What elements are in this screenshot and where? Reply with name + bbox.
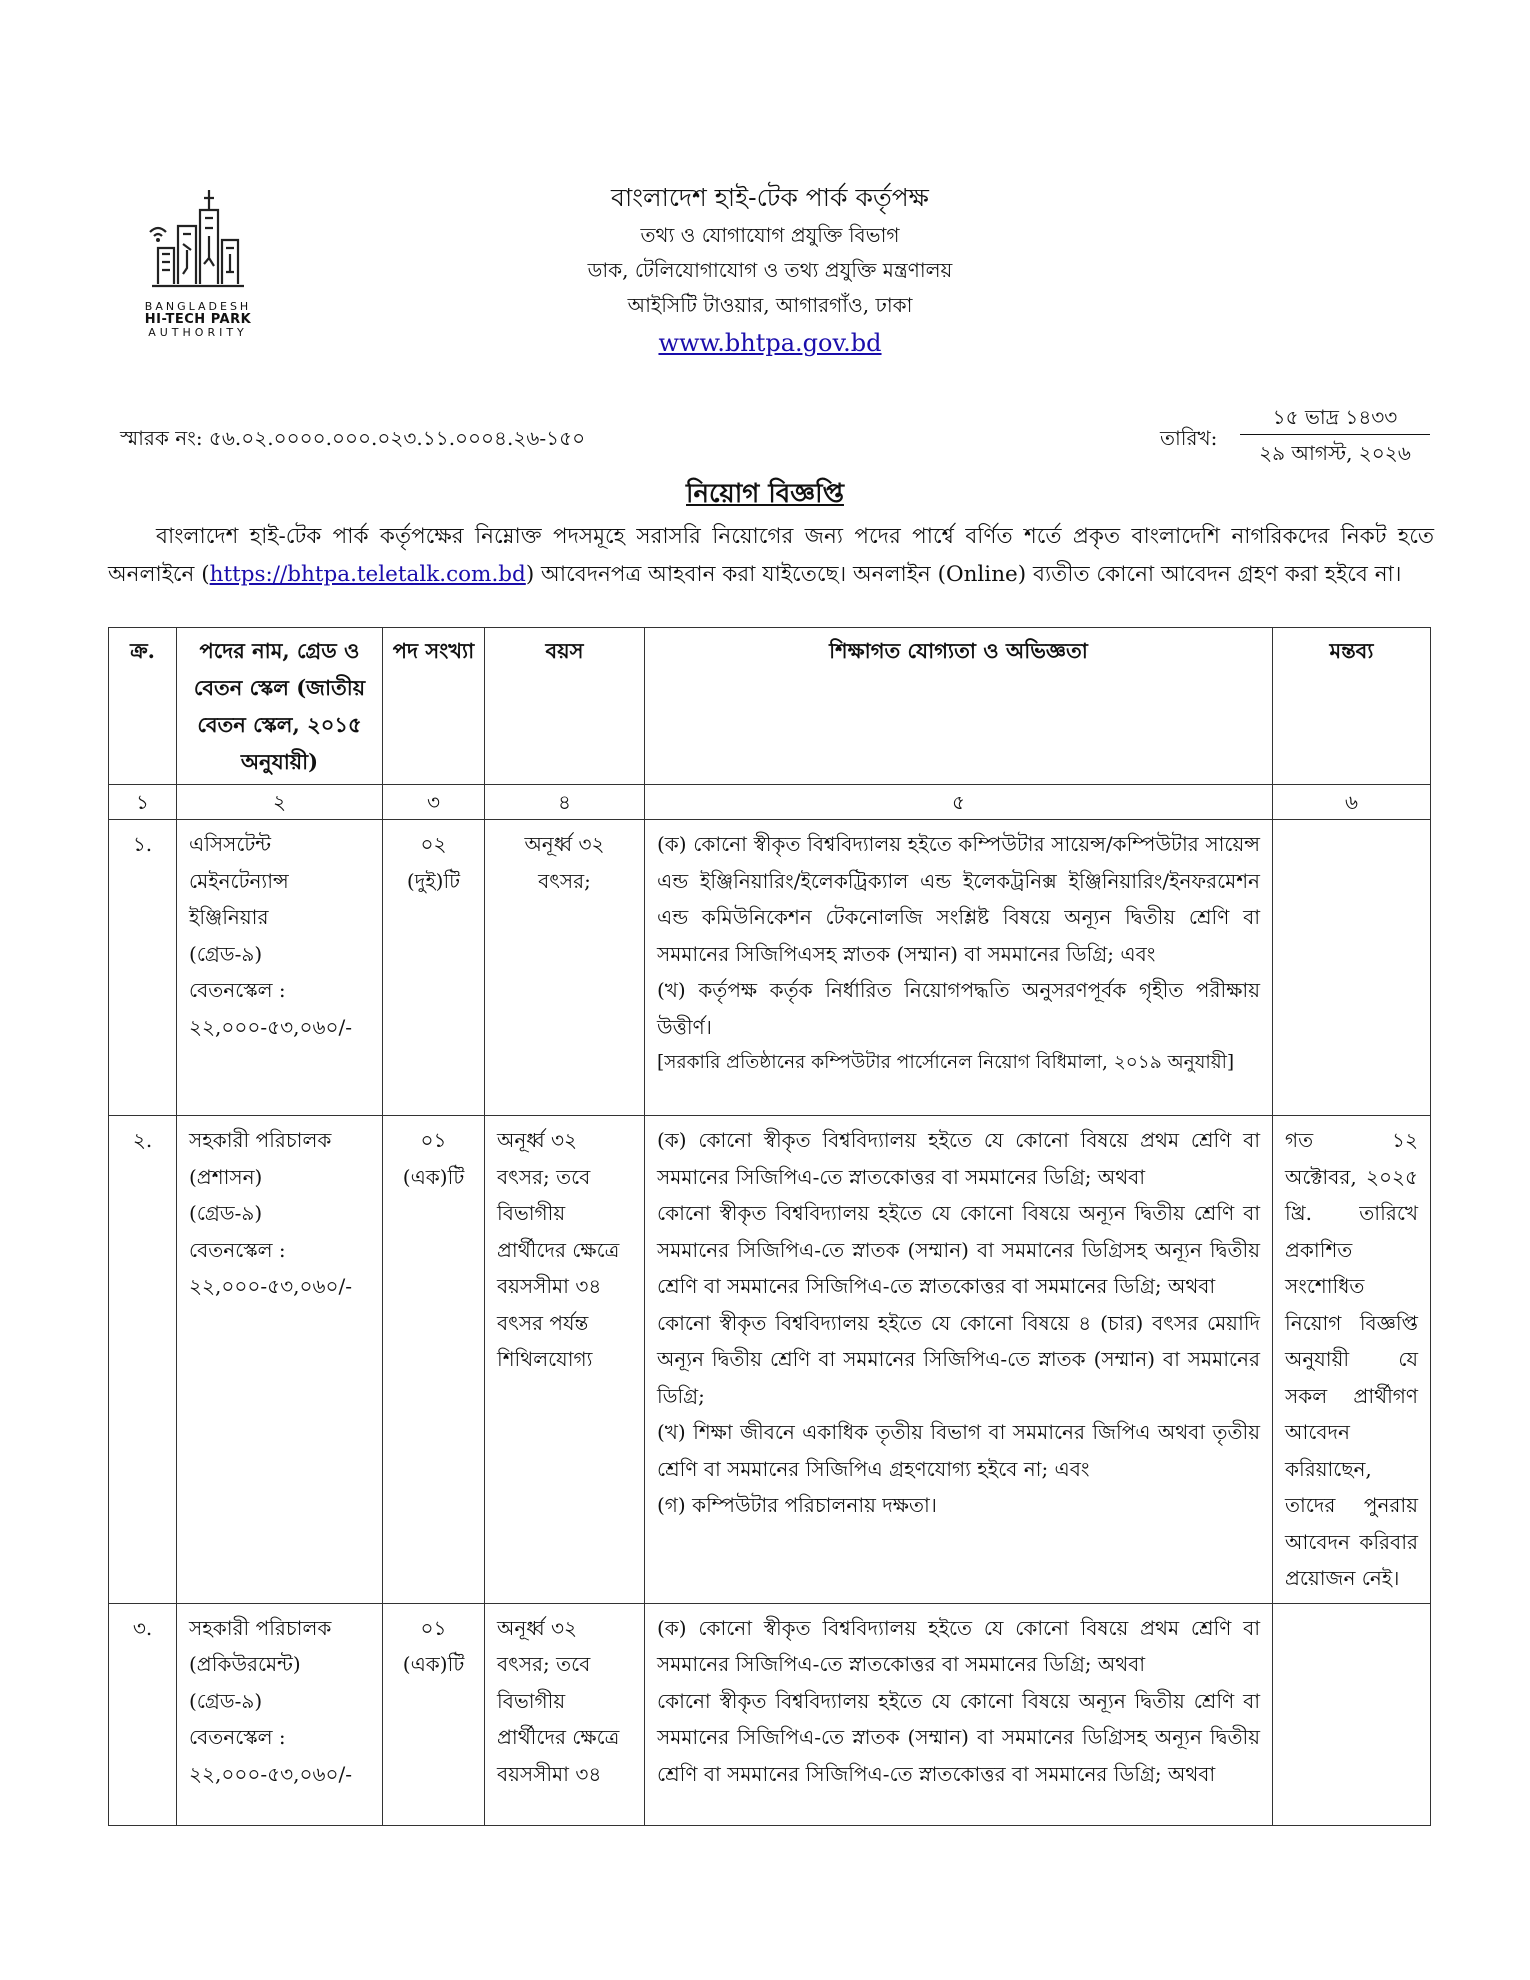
posts-table <box>108 627 1431 1826</box>
post-count: ০১ <box>420 1128 447 1152</box>
education-clause: (খ) কর্তৃপক্ষ কর্তৃক নির্ধারিত নিয়োগপদ্ধতি অনুসরণপূর্বক গৃহীত পরীক্ষায় উত্তীর্ণ। <box>657 978 1260 1039</box>
col-number: ৪ <box>485 785 645 820</box>
post-cell <box>177 820 383 1116</box>
header-count: পদ সংখ্যা <box>383 628 485 785</box>
education-clause: (গ) কম্পিউটার পরিচালনায় দক্ষতা। <box>657 1493 937 1517</box>
education-clause: (খ) শিক্ষা জীবনে একাধিক তৃতীয় বিভাগ বা সমমানের জিপিএ অথবা তৃতীয় শ্রেণি বা সমমানের সিজিপিএ গ্রহণযোগ্য হইবে না; এবং <box>657 1420 1260 1481</box>
header-sl: ক্র. <box>109 628 177 785</box>
education-reference: [সরকারি প্রতিষ্ঠানের কম্পিউটার পার্সোনেল নিয়োগ বিধিমালা, ২০১৯ অনুযায়ী] <box>657 1052 1235 1073</box>
header-age: বয়স <box>485 628 645 785</box>
post-grade: (গ্রেড-৯) <box>189 1201 263 1225</box>
pay-scale: ২২,০০০-৫৩,০৬০/- <box>189 1761 352 1786</box>
post-count-words: (দুই)টি <box>406 868 461 893</box>
column-number-row <box>109 785 1431 820</box>
post-count: ০১ <box>420 1615 447 1640</box>
office-address: আইসিটি টাওয়ার, আগারগাঁও, ঢাকা <box>627 293 913 317</box>
pay-scale: ২২,০০০-৫৩,০৬০/- <box>189 1274 352 1298</box>
division-name: তথ্য ও যোগাযোগ প্রযুক্তি বিভাগ <box>640 223 900 247</box>
header-post: পদের নাম, গ্রেড ও বেতন স্কেল (জাতীয় বেতন স্কেল, ২০১৫ অনুযায়ী) <box>177 628 383 785</box>
bhtpa-logo <box>118 188 278 338</box>
application-link[interactable]: https://bhtpa.teletalk.com.bd <box>209 562 526 587</box>
pay-scale: ২২,০০০-৫৩,০৬০/- <box>189 1014 352 1039</box>
date-block <box>1240 400 1430 471</box>
education-cell <box>645 1603 1273 1825</box>
table-row <box>109 1603 1431 1825</box>
col-number: ৩ <box>383 785 485 820</box>
age-limit: অনূর্ধ্ব ৩২ বৎসর; তবে বিভাগীয় প্রার্থীদের ক্ষেত্রে বয়সসীমা ৩৪ বৎসর পর্যন্ত শিথিলযোগ্য <box>485 1116 645 1604</box>
post-name: সহকারী পরিচালক (প্রকিউরমেন্ট) <box>189 1615 332 1676</box>
header-remark: মন্তব্য <box>1273 628 1431 785</box>
ministry-name: ডাক, টেলিযোগাযোগ ও তথ্য প্রযুক্তি মন্ত্রণালয় <box>587 258 953 282</box>
table-row <box>109 820 1431 1116</box>
education-clause: (ক) কোনো স্বীকৃত বিশ্ববিদ্যালয় হইতে কম্পিউটার সায়েন্স/কম্পিউটার সায়েন্স এন্ড ইঞ্জিনিয়ারিং/ইলেকট্রিক্যাল এন্ড ইলেকট্রনিক্স ইঞ্জিনিয়ারিং/ইনফরমেশন এন্ড কমিউনিকেশন টেকনোলজি সংশ্লিষ্ট বিষয়ে অন্যূন দ্বিতীয় শ্রেণি বা সমমানের সিজিপিএসহ স্নাতক (সম্মান) বা সমমানের ডিগ্রি; এবং <box>657 832 1260 966</box>
post-count-cell <box>383 1116 485 1604</box>
date-gregorian: ২৯ আগস্ট, ২০২৬ <box>1259 441 1411 465</box>
education-cell <box>645 820 1273 1116</box>
table-row <box>109 1116 1431 1604</box>
age-limit: অনূর্ধ্ব ৩২ বৎসর; তবে বিভাগীয় প্রার্থীদের ক্ষেত্রে বয়সসীমা ৩৪ <box>485 1603 645 1825</box>
row-serial: ৩. <box>109 1603 177 1825</box>
education-clause: কোনো স্বীকৃত বিশ্ববিদ্যালয় হইতে যে কোনো বিষয়ে অন্যূন দ্বিতীয় শ্রেণি বা সমমানের সিজিপিএ-তে স্নাতক (সম্মান) বা সমমানের ডিগ্রিসহ অন্যূন দ্বিতীয় শ্রেণি বা সমমানের সিজিপিএ-তে স্নাতকোত্তর বা সমমানের ডিগ্রি; অথবা <box>657 1201 1260 1298</box>
education-clause: কোনো স্বীকৃত বিশ্ববিদ্যালয় হইতে যে কোনো বিষয়ে ৪ (চার) বৎসর মেয়াদি অন্যূন দ্বিতীয় শ্রেণি বা সমমানের সিজিপিএ-তে স্নাতক (সম্মান) বা সমমানের ডিগ্রি; <box>657 1310 1260 1408</box>
post-count-cell <box>383 820 485 1116</box>
age-limit: অনূর্ধ্ব ৩২ বৎসর; <box>485 820 645 1116</box>
date-label: তারিখ: <box>1160 426 1218 450</box>
remark-cell <box>1273 1603 1431 1825</box>
post-name: সহকারী পরিচালক (প্রশাসন) <box>189 1128 332 1189</box>
row-serial: ১. <box>109 820 177 1116</box>
col-number: ১ <box>109 785 177 820</box>
education-cell <box>645 1116 1273 1604</box>
logo-line-bangladesh: BANGLADESH <box>144 300 252 313</box>
remark-cell: গত ১২ অক্টোবর, ২০২৫ খ্রি. তারিখে প্রকাশিত সংশোধিত নিয়োগ বিজ্ঞপ্তি অনুযায়ী যে সকল প্রার্থীগণ আবেদন করিয়াছেন, তাদের পুনরায় আবেদন করিবার প্রয়োজন নেই। <box>1273 1116 1431 1604</box>
post-cell <box>177 1116 383 1604</box>
post-grade: (গ্রেড-৯) <box>189 1688 263 1713</box>
post-count-cell <box>383 1603 485 1825</box>
post-grade: (গ্রেড-৯) <box>189 941 263 966</box>
row-serial: ২. <box>109 1116 177 1604</box>
website-link[interactable]: www.bhtpa.gov.bd <box>658 329 882 357</box>
pay-scale-label: বেতনস্কেল : <box>189 1725 286 1749</box>
header-education: শিক্ষাগত যোগ্যতা ও অভিজ্ঞতা <box>645 628 1273 785</box>
post-cell <box>177 1603 383 1825</box>
col-number: ৫ <box>645 785 1273 820</box>
hi-tech-park-emblem-icon <box>148 188 248 296</box>
intro-paragraph: বাংলাদেশ হাই-টেক পার্ক কর্তৃপক্ষের নিম্নোক্ত পদসমূহে সরাসরি নিয়োগের জন্য পদের পার্শ্বে বর্ণিত শর্তে প্রকৃত বাংলাদেশি নাগরিকদের নিকট হতে অনলাইনে (https://bhtpa.teletalk.com.bd) আবেদনপত্র আহবান করা যাইতেছে। অনলাইন (Online) ব্যতীত কোনো আবেদন গ্রহণ করা হইবে না। <box>108 524 1434 587</box>
education-clause: (ক) কোনো স্বীকৃত বিশ্ববিদ্যালয় হইতে যে কোনো বিষয়ে প্রথম শ্রেণি বা সমমানের সিজিপিএ-তে স্নাতকোত্তর বা সমমানের ডিগ্রি; অথবা <box>657 1128 1260 1189</box>
date-bangla: ১৫ ভাদ্র ১৪৩৩ <box>1240 400 1430 435</box>
post-name: এসিসটেন্ট মেইনটেন্যান্স ইঞ্জিনিয়ার <box>189 832 289 929</box>
education-clause: (ক) কোনো স্বীকৃত বিশ্ববিদ্যালয় হইতে যে কোনো বিষয়ে প্রথম শ্রেণি বা সমমানের সিজিপিএ-তে স্নাতকোত্তর বা সমমানের ডিগ্রি; অথবা <box>657 1615 1260 1676</box>
letterhead <box>440 178 1100 363</box>
education-clause: কোনো স্বীকৃত বিশ্ববিদ্যালয় হইতে যে কোনো বিষয়ে অন্যূন দ্বিতীয় শ্রেণি বা সমমানের সিজিপিএ-তে স্নাতক (সম্মান) বা সমমানের ডিগ্রিসহ অন্যূন দ্বিতীয় শ্রেণি বা সমমানের সিজিপিএ-তে স্নাতকোত্তর বা সমমানের ডিগ্রি; অথবা <box>657 1688 1260 1786</box>
post-count-words: (এক)টি <box>402 1652 465 1676</box>
col-number: ২ <box>177 785 383 820</box>
notice-title: নিয়োগ বিজ্ঞপ্তি <box>686 479 844 509</box>
table-header-row <box>109 628 1431 785</box>
remark-cell <box>1273 820 1431 1116</box>
logo-line-hi-tech-park: HI-TECH PARK <box>144 312 252 327</box>
organization-name: বাংলাদেশ হাই-টেক পার্ক কর্তৃপক্ষ <box>611 183 929 212</box>
post-count: ০২ <box>420 832 447 856</box>
pay-scale-label: বেতনস্কেল : <box>189 1237 286 1262</box>
memo-number: স্মারক নং: ৫৬.০২.০০০০.০০০.০২৩.১১.০০০৪.২৬-১৫০ <box>120 426 586 450</box>
pay-scale-label: বেতনস্কেল : <box>189 978 286 1002</box>
col-number: ৬ <box>1273 785 1431 820</box>
post-count-words: (এক)টি <box>402 1164 465 1189</box>
logo-line-authority: AUTHORITY <box>148 326 248 339</box>
